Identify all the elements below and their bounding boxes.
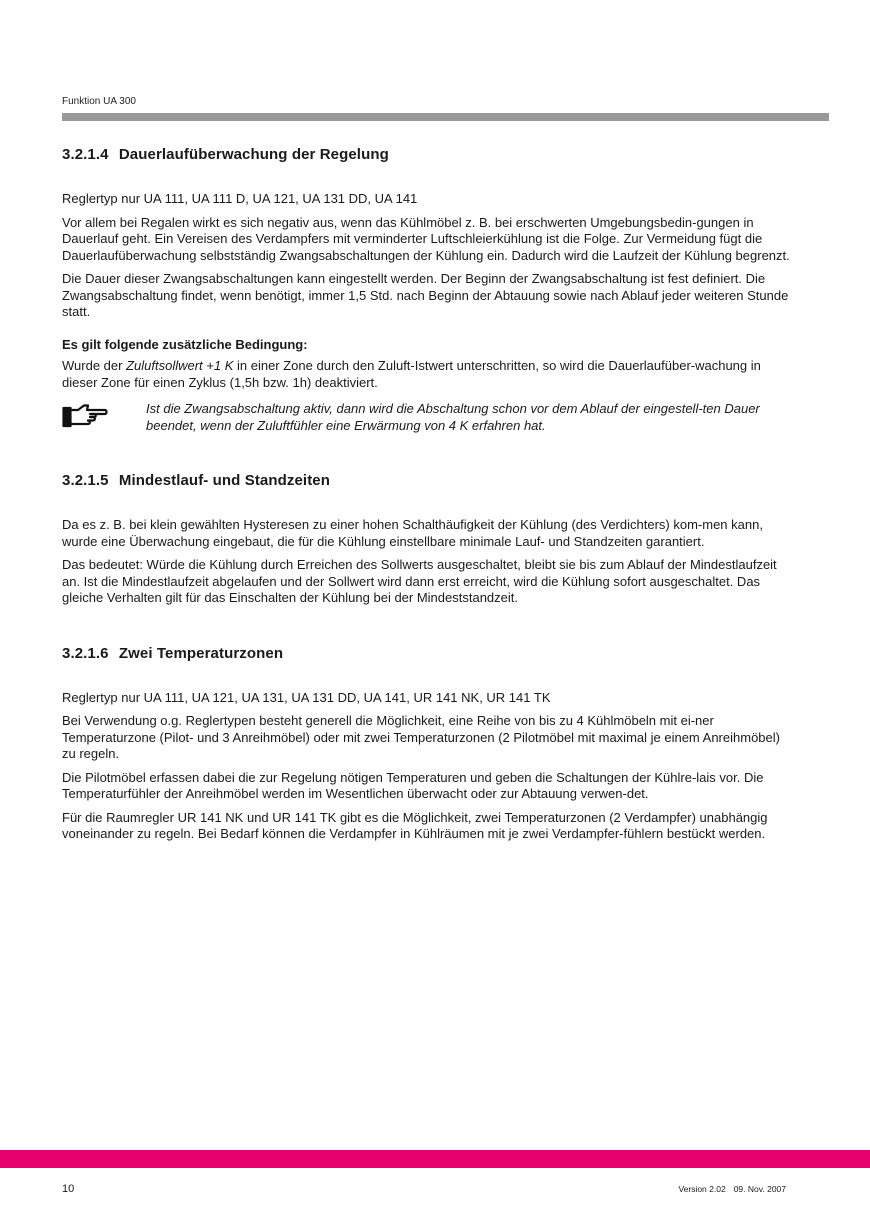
section-title: Dauerlaufüberwachung der Regelung [118, 146, 389, 163]
section-number: 3.2.1.4 [62, 146, 109, 163]
controller-types-paragraph: Reglertyp nur UA 111, UA 121, UA 131, UA 131 DD, UA 141, UR 141 NK, UR 141 TK [62, 689, 551, 705]
section-heading [62, 146, 792, 163]
footer-band [0, 1150, 870, 1168]
body-paragraph: Da es z. B. bei klein gewählten Hysteresen zu einer hohen Schalthäufigkeit der Kühlung (des Verdichters) kom-men kann, wurde eine Überwachung eingebaut, die für die Kühlung einstellbare minimale Lauf- und Standzeiten garantiert. [62, 517, 763, 549]
section-number: 3.2.1.5 [62, 472, 109, 489]
body-paragraph: Bei Verwendung o.g. Reglertypen besteht generell die Möglichkeit, eine Reihe von bis zu 4 Kühlmöbeln mit ei-ner Temperaturzone (Pilot- und 3 Anreihmöbel) oder mit zwei Temperaturzonen (2 Pilotmöbel mit maximal je einem Anreihmöbel) zu regeln. [62, 713, 780, 761]
pointing-hand-icon [62, 401, 146, 434]
version-date: 09. Nov. 2007 [733, 1184, 786, 1194]
section-heading [62, 472, 792, 489]
page-content [62, 146, 792, 881]
body-paragraph: Vor allem bei Regalen wirkt es sich negativ aus, wenn das Kühlmöbel z. B. bei erschwerten Umgebungsbedin-gungen in Dauerlauf geht. Ein Vereisen des Verdampfers mit verminderter Luftschleierkühlung ist die Folge. Zur Vermeidung fügt die Dauerlaufüberwachung selbstständig Zwangsabschaltungen der Kühlung ein. Dadurch wird die Laufzeit der Kühlung begrenzt. [62, 214, 790, 263]
section-title: Zwei Temperaturzonen [118, 644, 284, 662]
section-dauerlaufueberwachung [62, 146, 792, 434]
condition-text-post: in einer Zone durch den Zuluft-Istwert unterschritten, so wird die Dauerlaufüber-wachung in dieser Zone für einen Zyklus (1,5h bzw. 1h) deaktiviert. [62, 358, 761, 390]
condition-emphasis: Zuluftsollwert +1 K [126, 358, 234, 373]
body-paragraph: Für die Raumregler UR 141 NK und UR 141 TK gibt es die Möglichkeit, zwei Temperaturzonen (2 Verdampfer) unabhängig voneinander zu regeln. Bei Bedarf können die Verdampfer in Kühlräumen mit je zwei Verdampfer-fühlern bestückt werden. [62, 809, 768, 841]
controller-types-paragraph: Reglertyp nur UA 111, UA 111 D, UA 121, UA 131 DD, UA 141 [62, 191, 418, 206]
note-text: Ist die Zwangsabschaltung aktiv, dann wird die Abschaltung schon vor dem Ablauf der eingestell-ten Dauer beendet, wenn der Zuluftfühler eine Erwärmung von 4 K erfahren hat. [146, 401, 760, 433]
section-title: Mindestlauf- und Standzeiten [118, 472, 330, 489]
section-mindestlaufzeiten [62, 472, 792, 607]
section-zwei-temperaturzonen [62, 645, 792, 843]
body-paragraph: Die Pilotmöbel erfassen dabei die zur Regelung nötigen Temperaturen und geben die Schaltungen der Kühlre-lais vor. Die Temperaturfühler der Anreihmöbel werden im Wesentlichen überwacht oder zur Abtauung verwen-det. [62, 769, 764, 801]
running-header: Funktion UA 300 [62, 96, 136, 107]
section-number: 3.2.1.6 [62, 644, 109, 662]
section-heading [62, 645, 792, 662]
version-label: Version 2.02 [678, 1184, 726, 1194]
condition-text-pre: Wurde der [62, 358, 127, 373]
page-number: 10 [62, 1183, 75, 1195]
version-info [678, 1184, 786, 1194]
body-paragraph: Das bedeutet: Würde die Kühlung durch Erreichen des Sollwerts ausgeschaltet, bleibt sie bis zum Ablauf der Mindestlaufzeit an. Ist die Mindestlaufzeit abgelaufen und der Sollwert wird dann erst erreicht, wird die Kühlung sofort ausgeschaltet. Das gleiche Verhalten gilt für das Einschalten der Kühlung bei der Mindeststandzeit. [62, 557, 777, 605]
condition-heading: Es gilt folgende zusätzliche Bedingung: [62, 336, 308, 352]
header-rule [62, 113, 829, 121]
body-paragraph: Die Dauer dieser Zwangsabschaltungen kann eingestellt werden. Der Beginn der Zwangsabschaltung ist fest definiert. Die Zwangsabschaltung findet, wenn benötigt, immer 1,5 Std. nach Beginn der Abtauung sowie nach Ablauf jeder weiteren Stunde statt. [62, 271, 789, 319]
condition-paragraph [62, 358, 792, 391]
note-box [62, 401, 792, 434]
